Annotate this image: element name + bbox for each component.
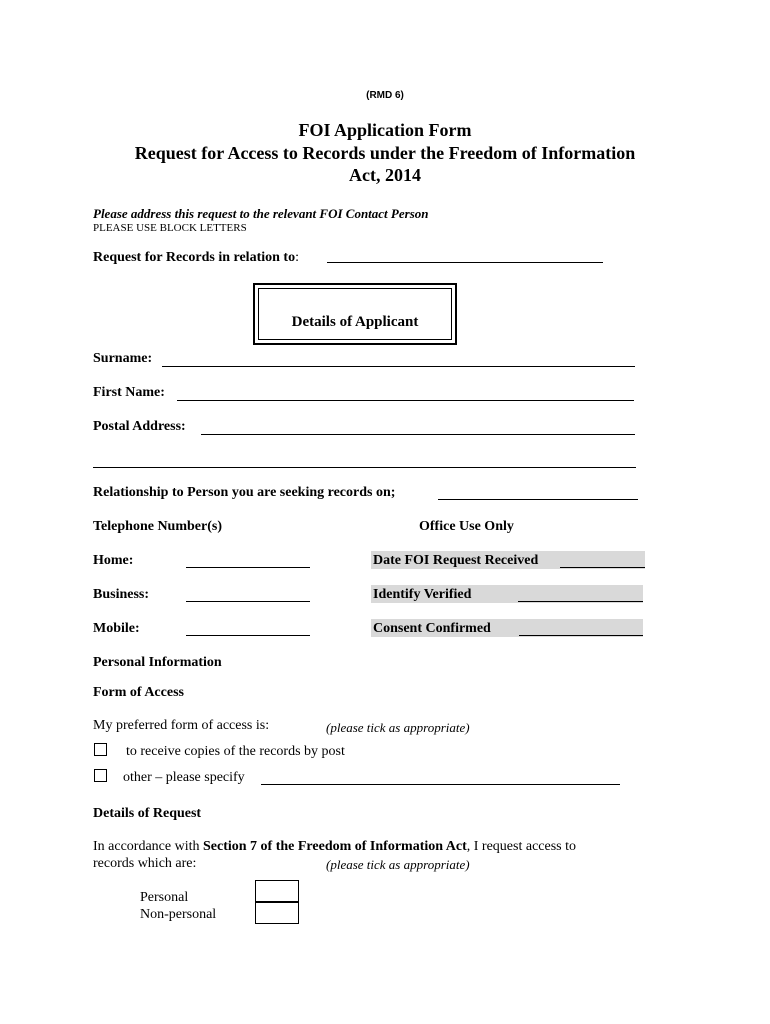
identify-verified-label: Identify Verified: [373, 587, 472, 602]
form-title: FOI Application Form: [298, 120, 472, 140]
access-tick-note: (please tick as appropriate): [326, 720, 470, 735]
block-letters-instruction: PLEASE USE BLOCK LETTERS: [93, 222, 247, 234]
office-use-heading: Office Use Only: [419, 519, 514, 534]
applicant-box: [253, 283, 457, 345]
date-received-field[interactable]: [560, 567, 645, 568]
request-relation-field[interactable]: [327, 262, 603, 263]
home-phone-field[interactable]: [186, 567, 310, 568]
form-subtitle-line2: Act, 2014: [349, 165, 421, 185]
postal-address-field-line2[interactable]: [93, 467, 636, 468]
records-tick-note: (please tick as appropriate): [326, 857, 470, 872]
applicant-box-title: Details of Applicant: [291, 314, 419, 330]
request-relation-label: [93, 250, 299, 266]
personal-option-label: Personal: [140, 890, 189, 905]
identify-verified-field[interactable]: [518, 601, 643, 602]
surname-label: Surname:: [93, 351, 153, 366]
relationship-label: Relationship to Person you are seeking records on;: [93, 485, 396, 500]
business-phone-field[interactable]: [186, 601, 310, 602]
request-statement-pre: In accordance with: [93, 839, 203, 854]
relationship-field[interactable]: [438, 499, 638, 500]
post-copies-label: to receive copies of the records by post: [126, 744, 345, 759]
details-of-request-heading: Details of Request: [93, 806, 202, 821]
date-received-label: Date FOI Request Received: [373, 553, 539, 568]
consent-confirmed-label: Consent Confirmed: [373, 621, 491, 636]
request-relation-colon: :: [295, 250, 299, 265]
other-access-label: other – please specify: [123, 770, 245, 785]
first-name-label: First Name:: [93, 385, 165, 400]
request-statement-act: Section 7 of the Freedom of Information Act: [203, 839, 467, 854]
mobile-phone-field[interactable]: [186, 635, 310, 636]
nonpersonal-tick-box[interactable]: [255, 902, 299, 924]
request-statement: [93, 839, 576, 855]
form-code: (RMD 6): [366, 90, 404, 101]
postal-address-label: Postal Address:: [93, 419, 186, 434]
first-name-field[interactable]: [177, 400, 634, 401]
surname-field[interactable]: [162, 366, 635, 367]
address-instruction: Please address this request to the relevant FOI Contact Person: [93, 206, 429, 221]
business-phone-label: Business:: [93, 587, 150, 602]
request-statement-post: , I request access to: [466, 839, 576, 854]
personal-tick-box[interactable]: [255, 880, 299, 902]
records-which-are-label: records which are:: [93, 856, 197, 871]
request-relation-text: Request for Records in relation to: [93, 250, 296, 265]
consent-confirmed-field[interactable]: [519, 635, 643, 636]
form-subtitle-line1: Request for Access to Records under the Freedom of Information: [134, 143, 636, 163]
home-phone-label: Home:: [93, 553, 134, 568]
preferred-access-label: My preferred form of access is:: [93, 718, 270, 733]
nonpersonal-option-label: Non-personal: [140, 907, 217, 922]
form-of-access-heading: Form of Access: [93, 685, 184, 700]
personal-information-heading: Personal Information: [93, 655, 222, 670]
post-copies-checkbox[interactable]: [94, 743, 107, 756]
telephone-heading: Telephone Number(s): [93, 519, 222, 534]
other-access-checkbox[interactable]: [94, 769, 107, 782]
postal-address-field[interactable]: [201, 434, 635, 435]
mobile-phone-label: Mobile:: [93, 621, 140, 636]
other-access-field[interactable]: [261, 784, 620, 785]
